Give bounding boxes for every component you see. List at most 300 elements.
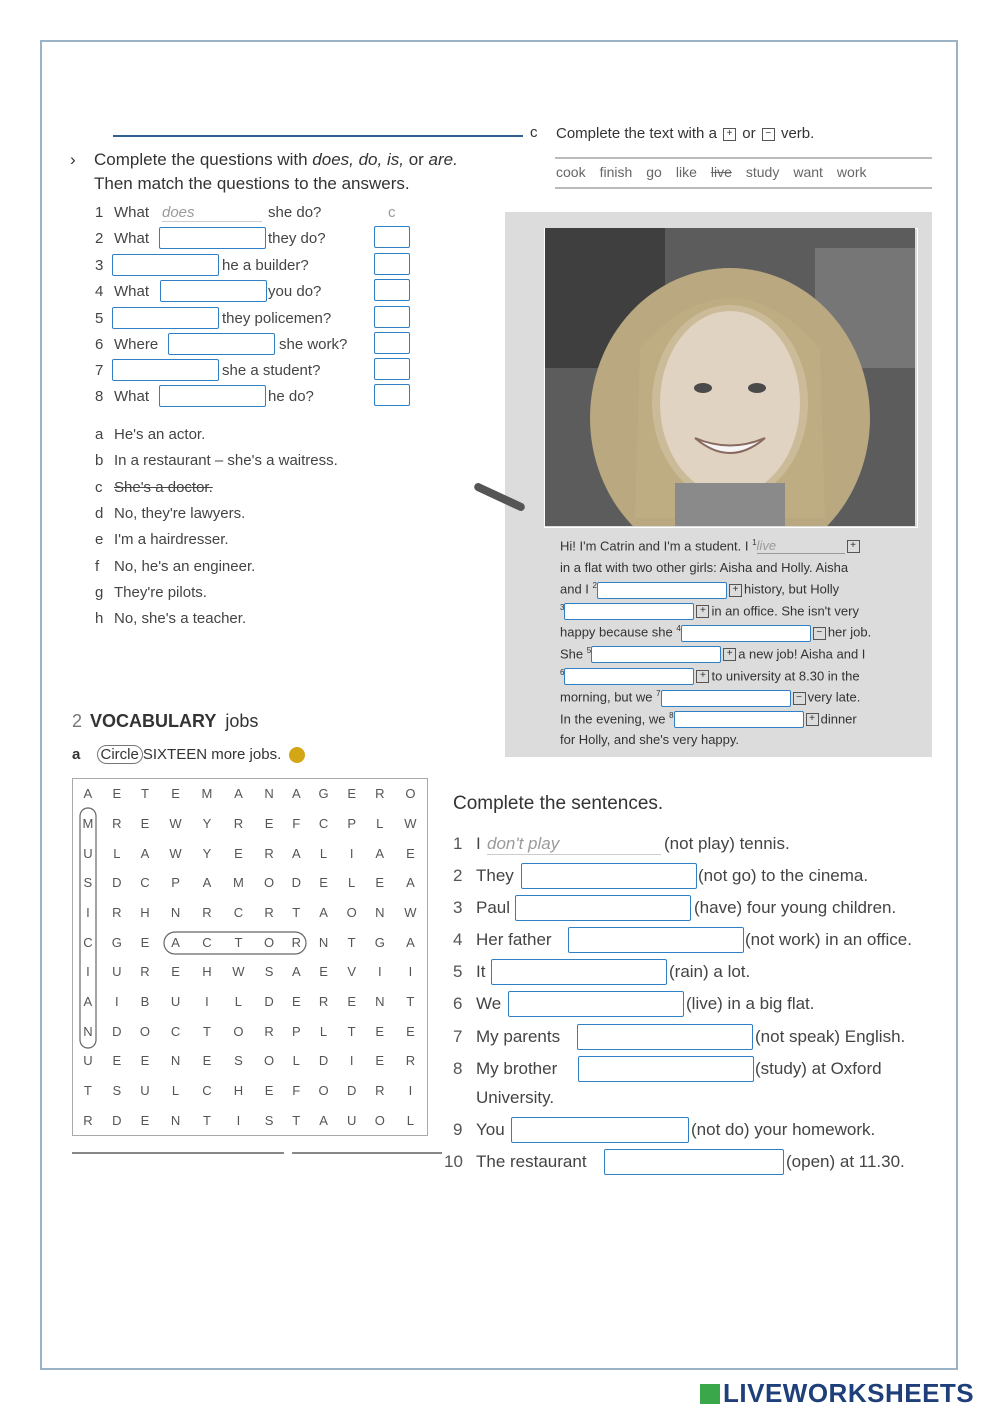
- grid-row: [73, 987, 427, 1017]
- grid-letter[interactable]: A: [291, 786, 301, 802]
- example-answer: don't play: [487, 834, 661, 855]
- grid-letter[interactable]: R: [140, 964, 150, 980]
- sentence-number: 9: [453, 1120, 463, 1139]
- grid-letter[interactable]: U: [83, 1053, 93, 1069]
- answer-letter: h: [95, 610, 104, 628]
- question-number: 2: [95, 230, 104, 247]
- grid-letter[interactable]: E: [264, 815, 274, 831]
- grid-letter[interactable]: A: [83, 786, 93, 802]
- question-suffix: she a student?: [222, 362, 321, 379]
- liveworksheets-logo: [700, 1378, 974, 1409]
- question-number: 5: [95, 310, 104, 327]
- sentence-answer-input[interactable]: [578, 1056, 754, 1082]
- gap-number: 3: [560, 602, 565, 612]
- grid-letter[interactable]: M: [201, 786, 213, 802]
- word-bank-item: live: [710, 164, 732, 180]
- match-answer-input[interactable]: [374, 358, 410, 380]
- plus-icon: +: [723, 128, 736, 141]
- instruction-text: or: [742, 125, 756, 142]
- grid-letter[interactable]: R: [202, 904, 212, 920]
- word-search-grid: [72, 778, 428, 1136]
- sentence-number: 7: [453, 1027, 463, 1046]
- reading-line: [560, 560, 848, 575]
- sentence-answer-input[interactable]: [511, 1117, 689, 1143]
- word-bank-item: go: [646, 164, 662, 180]
- gap-number: 2: [592, 581, 597, 591]
- grid-letter[interactable]: A: [406, 934, 415, 950]
- grid-letter[interactable]: G: [374, 934, 385, 950]
- reading-gap-input[interactable]: [661, 690, 791, 707]
- answer-letter: a: [95, 426, 104, 443]
- grid-letter[interactable]: C: [318, 815, 329, 831]
- exercise-c-letter: c: [530, 124, 538, 141]
- grid-letter[interactable]: R: [112, 815, 122, 831]
- reading-line: [560, 603, 859, 620]
- grid-letter[interactable]: H: [202, 964, 212, 980]
- logo-icon: [700, 1384, 720, 1404]
- sentence-rest: (not speak) English.: [755, 1027, 906, 1046]
- answer-letter: e: [95, 531, 104, 549]
- reading-line: [560, 668, 860, 685]
- example-answer: does: [162, 204, 262, 222]
- grid-letter[interactable]: E: [234, 845, 243, 861]
- grid-letter[interactable]: U: [83, 845, 93, 861]
- grid-row: [73, 1016, 427, 1046]
- grid-letter[interactable]: W: [404, 904, 417, 920]
- reading-line: [560, 581, 839, 598]
- grid-letter[interactable]: E: [202, 1053, 212, 1069]
- question-prefix: What: [114, 283, 150, 300]
- reading-text-segment: for Holly, and she's very happy.: [560, 732, 740, 748]
- answer-letter: g: [95, 583, 104, 601]
- grid-letter[interactable]: I: [408, 964, 413, 980]
- question-answer-input[interactable]: [159, 227, 266, 249]
- grid-letter[interactable]: O: [263, 875, 275, 891]
- instruction-em: does, do, is,: [312, 150, 404, 169]
- instruction-text: SIXTEEN more jobs.: [142, 746, 282, 763]
- sentence-rest-continued: University.: [476, 1088, 555, 1107]
- sentences-title: Complete the sentences.: [453, 793, 664, 814]
- grid-letter[interactable]: S: [234, 1053, 243, 1069]
- grid-letter[interactable]: Y: [202, 845, 212, 861]
- grid-letter[interactable]: R: [264, 904, 274, 920]
- question-suffix: she work?: [279, 336, 348, 353]
- grid-letter[interactable]: R: [405, 1053, 416, 1069]
- minus-icon: −: [793, 692, 806, 705]
- question-suffix: he do?: [268, 388, 314, 405]
- answer-letter: d: [95, 504, 104, 522]
- grid-letter[interactable]: N: [375, 993, 385, 1009]
- sentence-answer-input[interactable]: [577, 1024, 753, 1050]
- grid-letter[interactable]: M: [82, 815, 94, 831]
- answer-text: No, she's a teacher.: [114, 610, 247, 628]
- answer-text: No, they're lawyers.: [114, 504, 246, 522]
- question-prefix: What: [114, 204, 150, 221]
- sentence-answer-input[interactable]: [568, 927, 744, 953]
- grid-row: [73, 868, 427, 898]
- sentence-subject: It: [476, 962, 486, 981]
- grid-letter[interactable]: I: [349, 845, 354, 861]
- grid-letter[interactable]: L: [348, 875, 356, 891]
- question-prefix: What: [114, 230, 150, 247]
- exercise1-instruction-line1: [94, 150, 458, 170]
- minus-icon: −: [762, 128, 775, 141]
- grid-letter[interactable]: D: [112, 875, 122, 891]
- grid-letter[interactable]: N: [170, 904, 181, 920]
- grid-letter[interactable]: S: [83, 875, 93, 891]
- grid-letter[interactable]: D: [346, 1082, 357, 1098]
- grid-letter[interactable]: O: [374, 1112, 385, 1128]
- grid-letter[interactable]: F: [292, 815, 301, 831]
- question-suffix: they policemen?: [222, 310, 332, 327]
- grid-letter[interactable]: E: [291, 993, 301, 1009]
- match-answer-input[interactable]: [374, 279, 410, 301]
- vocabulary-instruction: [72, 746, 305, 763]
- grid-letter[interactable]: R: [264, 1023, 274, 1039]
- grid-letter[interactable]: D: [264, 993, 274, 1009]
- grid-letter[interactable]: E: [112, 786, 122, 802]
- match-answer-input[interactable]: [374, 253, 410, 275]
- reading-text-segment: to university at 8.30 in the: [711, 667, 860, 683]
- grid-letter[interactable]: F: [292, 1082, 301, 1098]
- grid-letter[interactable]: B: [140, 993, 150, 1009]
- grid-letter[interactable]: I: [408, 1082, 413, 1098]
- grid-letter[interactable]: E: [406, 1023, 415, 1039]
- sentence-rest: (open) at 11.30.: [786, 1152, 905, 1171]
- divider-line: [292, 1152, 442, 1154]
- reading-text-segment: a new job! Aisha and I: [738, 646, 866, 662]
- grid-letter[interactable]: L: [319, 845, 328, 861]
- grid-letter[interactable]: L: [171, 1082, 180, 1098]
- question-answer-input[interactable]: [159, 385, 266, 407]
- grid-letter[interactable]: O: [318, 1082, 329, 1098]
- grid-letter[interactable]: O: [405, 786, 416, 802]
- reading-line: [560, 538, 862, 554]
- grid-letter[interactable]: G: [111, 934, 122, 950]
- divider-line: [72, 1152, 284, 1154]
- question-answer-input[interactable]: [112, 307, 219, 329]
- grid-letter[interactable]: E: [406, 845, 415, 861]
- question-number: 3: [95, 257, 104, 274]
- grid-letter[interactable]: U: [140, 1082, 150, 1098]
- reading-text-segment: She: [560, 646, 587, 662]
- word-bank-item: want: [793, 164, 823, 180]
- instruction-text: Complete the text with a: [556, 125, 717, 142]
- grid-letter[interactable]: W: [169, 815, 182, 831]
- answer-text: She's a doctor.: [114, 478, 213, 496]
- reading-text-segment: morning, but we: [560, 689, 657, 705]
- word-bank: [555, 157, 932, 189]
- grid-letter[interactable]: I: [349, 1053, 354, 1069]
- grid-letter[interactable]: S: [264, 1112, 274, 1128]
- answer-text: They're pilots.: [114, 583, 207, 601]
- grid-letter[interactable]: T: [347, 1023, 356, 1039]
- grid-letter[interactable]: I: [236, 1112, 241, 1128]
- grid-letter[interactable]: A: [291, 964, 301, 980]
- sentence-subject: The restaurant: [476, 1152, 587, 1171]
- grid-letter[interactable]: A: [319, 904, 328, 920]
- sentence-rest: (have) four young children.: [694, 898, 897, 917]
- grid-letter[interactable]: L: [376, 815, 384, 831]
- grid-letter[interactable]: R: [375, 1082, 385, 1098]
- grid-letter[interactable]: S: [112, 1082, 122, 1098]
- grid-letter[interactable]: A: [406, 875, 415, 891]
- logo-text: LIVEWORKSHEETS: [723, 1378, 975, 1408]
- portrait-image: [545, 228, 915, 526]
- sentence-subject: Her father: [476, 930, 552, 949]
- grid-letter[interactable]: A: [291, 845, 301, 861]
- gap-number: 5: [586, 646, 592, 655]
- grid-letter[interactable]: E: [140, 1112, 150, 1128]
- sentence-subject: I: [476, 834, 481, 853]
- answer-text: In a restaurant – she's a waitress.: [114, 452, 338, 470]
- grid-row: [73, 957, 427, 987]
- grid-letter[interactable]: T: [83, 1082, 92, 1098]
- grid-letter[interactable]: T: [203, 1023, 211, 1039]
- grid-letter[interactable]: T: [292, 904, 301, 920]
- gap-number: 1: [752, 538, 757, 547]
- sentence-subject: We: [476, 994, 502, 1013]
- pencil-icon: [289, 747, 305, 763]
- reading-gap-input[interactable]: [564, 603, 694, 620]
- sentence-rest: (not play) tennis.: [664, 834, 790, 853]
- grid-letter[interactable]: A: [202, 875, 212, 891]
- grid-letter[interactable]: E: [319, 875, 328, 891]
- grid-letter[interactable]: R: [112, 904, 122, 920]
- sentence-rest: (study) at Oxford: [755, 1059, 882, 1078]
- instruction-text: Complete the questions with: [94, 150, 313, 169]
- question-prefix: What: [114, 388, 150, 405]
- word-bank-item: work: [836, 164, 867, 180]
- grid-letter[interactable]: L: [292, 1053, 300, 1069]
- grid-letter[interactable]: H: [233, 1082, 244, 1098]
- grid-letter[interactable]: G: [318, 786, 329, 802]
- answer-text: No, he's an engineer.: [114, 557, 256, 575]
- reading-text-segment: In the evening, we: [560, 711, 670, 727]
- sentence-answer-input[interactable]: [508, 991, 684, 1017]
- grid-letter[interactable]: O: [346, 904, 357, 920]
- gap-number: 4: [676, 624, 681, 634]
- grid-letter[interactable]: T: [406, 993, 415, 1009]
- grid-letter[interactable]: A: [375, 845, 385, 861]
- grid-letter[interactable]: E: [319, 964, 328, 980]
- grid-letter[interactable]: A: [83, 993, 93, 1009]
- match-answer-input[interactable]: [374, 306, 410, 328]
- grid-letter[interactable]: A: [319, 1112, 328, 1128]
- grid-row: [73, 809, 427, 839]
- match-answer-input[interactable]: [374, 384, 410, 406]
- grid-letter[interactable]: E: [264, 1082, 274, 1098]
- grid-letter[interactable]: E: [140, 1053, 150, 1069]
- grid-letter[interactable]: R: [264, 845, 274, 861]
- grid-row: [73, 1105, 427, 1135]
- sentence-rest: (rain) a lot.: [669, 962, 751, 981]
- section-number: 2: [72, 711, 83, 731]
- reading-line: [560, 646, 865, 663]
- grid-letter[interactable]: A: [140, 845, 150, 861]
- grid-letter[interactable]: C: [83, 934, 93, 950]
- grid-row: [73, 1076, 427, 1106]
- sentence-number: 2: [453, 866, 463, 885]
- plus-icon: +: [723, 648, 736, 661]
- grid-letter[interactable]: E: [171, 964, 180, 980]
- sentence-rest: (live) in a big flat.: [686, 994, 815, 1013]
- sentence-answer-input[interactable]: [604, 1149, 784, 1175]
- sentence-answer-input[interactable]: [521, 863, 697, 889]
- grid-letter[interactable]: N: [318, 934, 329, 950]
- grid-letter[interactable]: E: [347, 786, 356, 802]
- grid-letter[interactable]: L: [113, 845, 121, 861]
- grid-letter[interactable]: D: [112, 1023, 122, 1039]
- sentence-number: 3: [453, 898, 463, 917]
- grid-letter[interactable]: H: [140, 904, 150, 920]
- grid-row: [73, 1046, 427, 1076]
- grid-letter[interactable]: O: [139, 1023, 150, 1039]
- grid-letter[interactable]: C: [140, 875, 150, 891]
- reading-line: [560, 732, 739, 747]
- grid-letter[interactable]: V: [347, 964, 356, 980]
- grid-letter[interactable]: E: [375, 875, 385, 891]
- grid-letter[interactable]: L: [319, 1023, 328, 1039]
- question-suffix: he a builder?: [222, 257, 309, 274]
- grid-letter[interactable]: E: [140, 934, 150, 950]
- grid-letter[interactable]: I: [115, 993, 119, 1009]
- grid-letter[interactable]: E: [375, 1023, 385, 1039]
- grid-letter[interactable]: N: [170, 1112, 181, 1128]
- plus-icon: +: [806, 713, 819, 726]
- minus-icon: −: [813, 627, 826, 640]
- grid-letter[interactable]: E: [140, 815, 150, 831]
- gap-number: 7: [656, 689, 661, 699]
- grid-letter[interactable]: P: [347, 815, 356, 831]
- grid-letter[interactable]: I: [86, 904, 90, 920]
- grid-letter[interactable]: N: [83, 1023, 93, 1039]
- example-gap-answer: live: [757, 538, 845, 554]
- grid-letter[interactable]: D: [112, 1112, 122, 1128]
- grid-letter[interactable]: L: [406, 1112, 415, 1128]
- question-answer-input[interactable]: [112, 359, 219, 381]
- grid-letter[interactable]: T: [234, 934, 243, 950]
- grid-letter[interactable]: W: [404, 815, 417, 831]
- grid-letter[interactable]: R: [233, 815, 244, 831]
- sentence-number: 6: [453, 994, 463, 1013]
- grid-letter[interactable]: O: [233, 1023, 244, 1039]
- grid-letter[interactable]: S: [264, 964, 274, 980]
- grid-letter[interactable]: E: [112, 1053, 122, 1069]
- grid-letter[interactable]: C: [202, 1082, 212, 1098]
- section-title: VOCABULARY: [90, 711, 217, 731]
- sentence-rest: (not go) to the cinema.: [698, 866, 869, 885]
- grid-letter[interactable]: L: [234, 993, 243, 1009]
- reading-gap-input[interactable]: [597, 582, 727, 599]
- grid-letter[interactable]: N: [375, 904, 385, 920]
- answer-letter: c: [95, 478, 103, 496]
- reading-gap-input[interactable]: [674, 711, 804, 728]
- grid-letter[interactable]: R: [318, 993, 329, 1009]
- reading-text-segment: in a flat with two other girls: Aisha and Holly. Aisha: [560, 559, 849, 575]
- plus-icon: +: [696, 670, 709, 683]
- grid-letter[interactable]: T: [292, 1112, 301, 1128]
- question-number: 7: [95, 362, 104, 379]
- grid-letter[interactable]: T: [140, 786, 149, 802]
- grid-letter[interactable]: P: [291, 1023, 301, 1039]
- grid-letter[interactable]: C: [202, 934, 212, 950]
- sentence-subject: My brother: [476, 1059, 558, 1078]
- grid-letter[interactable]: E: [171, 786, 180, 802]
- grid-letter[interactable]: E: [347, 993, 356, 1009]
- reading-gap-input[interactable]: [681, 625, 811, 642]
- photo-of-catrin: [545, 228, 915, 526]
- gap-number: 6: [560, 667, 565, 677]
- sentence-answer-input[interactable]: [515, 895, 691, 921]
- question-answer-input[interactable]: [112, 254, 219, 276]
- grid-letter[interactable]: O: [263, 1053, 275, 1069]
- grid-letter[interactable]: U: [346, 1112, 357, 1128]
- grid-letter[interactable]: I: [377, 964, 382, 980]
- grid-letter[interactable]: I: [205, 993, 209, 1009]
- sentence-subject: They: [476, 866, 514, 885]
- grid-letter[interactable]: T: [203, 1112, 211, 1128]
- answer-letter: f: [95, 557, 100, 575]
- match-answer-input[interactable]: [374, 226, 410, 248]
- reading-gap-input[interactable]: [591, 646, 721, 663]
- grid-letter[interactable]: M: [232, 875, 244, 891]
- instruction-text: verb.: [780, 125, 815, 142]
- grid-letter[interactable]: I: [86, 964, 90, 980]
- grid-letter[interactable]: N: [170, 1053, 181, 1069]
- question-number: 6: [95, 336, 104, 353]
- reading-text-segment: very late.: [807, 689, 861, 705]
- exercise1-bullet: ›: [70, 150, 76, 169]
- grid-letter[interactable]: E: [375, 1053, 385, 1069]
- question-answer-input[interactable]: [168, 333, 275, 355]
- exercise1-instruction-line2: Then match the questions to the answers.: [94, 174, 410, 193]
- reading-gap-input[interactable]: [564, 668, 694, 685]
- grid-letter[interactable]: R: [83, 1112, 93, 1128]
- sentence-subject: My parents: [476, 1027, 561, 1046]
- question-answer-input[interactable]: [160, 280, 267, 302]
- grid-letter[interactable]: W: [169, 845, 182, 861]
- reading-text-segment: history, but Holly: [743, 581, 840, 597]
- word-bank-item: finish: [599, 164, 633, 180]
- sentence-answer-input[interactable]: [491, 959, 667, 985]
- grid-letter[interactable]: T: [347, 934, 356, 950]
- grid-letter[interactable]: W: [232, 964, 245, 980]
- question-number: 4: [95, 283, 104, 300]
- word-bank-item: like: [675, 164, 697, 180]
- grid-letter[interactable]: Y: [202, 815, 212, 831]
- grid-letter[interactable]: A: [234, 786, 243, 802]
- grid-letter[interactable]: D: [318, 1053, 329, 1069]
- grid-letter[interactable]: D: [291, 875, 301, 891]
- grid-letter[interactable]: N: [264, 786, 274, 802]
- grid-letter[interactable]: P: [171, 875, 180, 891]
- grid-letter[interactable]: U: [112, 964, 122, 980]
- grid-letter[interactable]: C: [170, 1023, 181, 1039]
- reading-line: [560, 689, 860, 706]
- grid-letter[interactable]: O: [263, 934, 275, 950]
- grid-letter[interactable]: U: [170, 993, 181, 1009]
- match-answer-input[interactable]: [374, 332, 410, 354]
- grid-letter[interactable]: A: [171, 934, 180, 950]
- plus-icon: +: [696, 605, 709, 618]
- grid-letter[interactable]: R: [291, 934, 301, 950]
- grid-letter[interactable]: C: [233, 904, 244, 920]
- reading-text-segment: happy because she: [560, 624, 677, 640]
- reading-line: [560, 711, 857, 728]
- exercise-letter: a: [72, 746, 81, 763]
- grid-letter[interactable]: R: [375, 786, 385, 802]
